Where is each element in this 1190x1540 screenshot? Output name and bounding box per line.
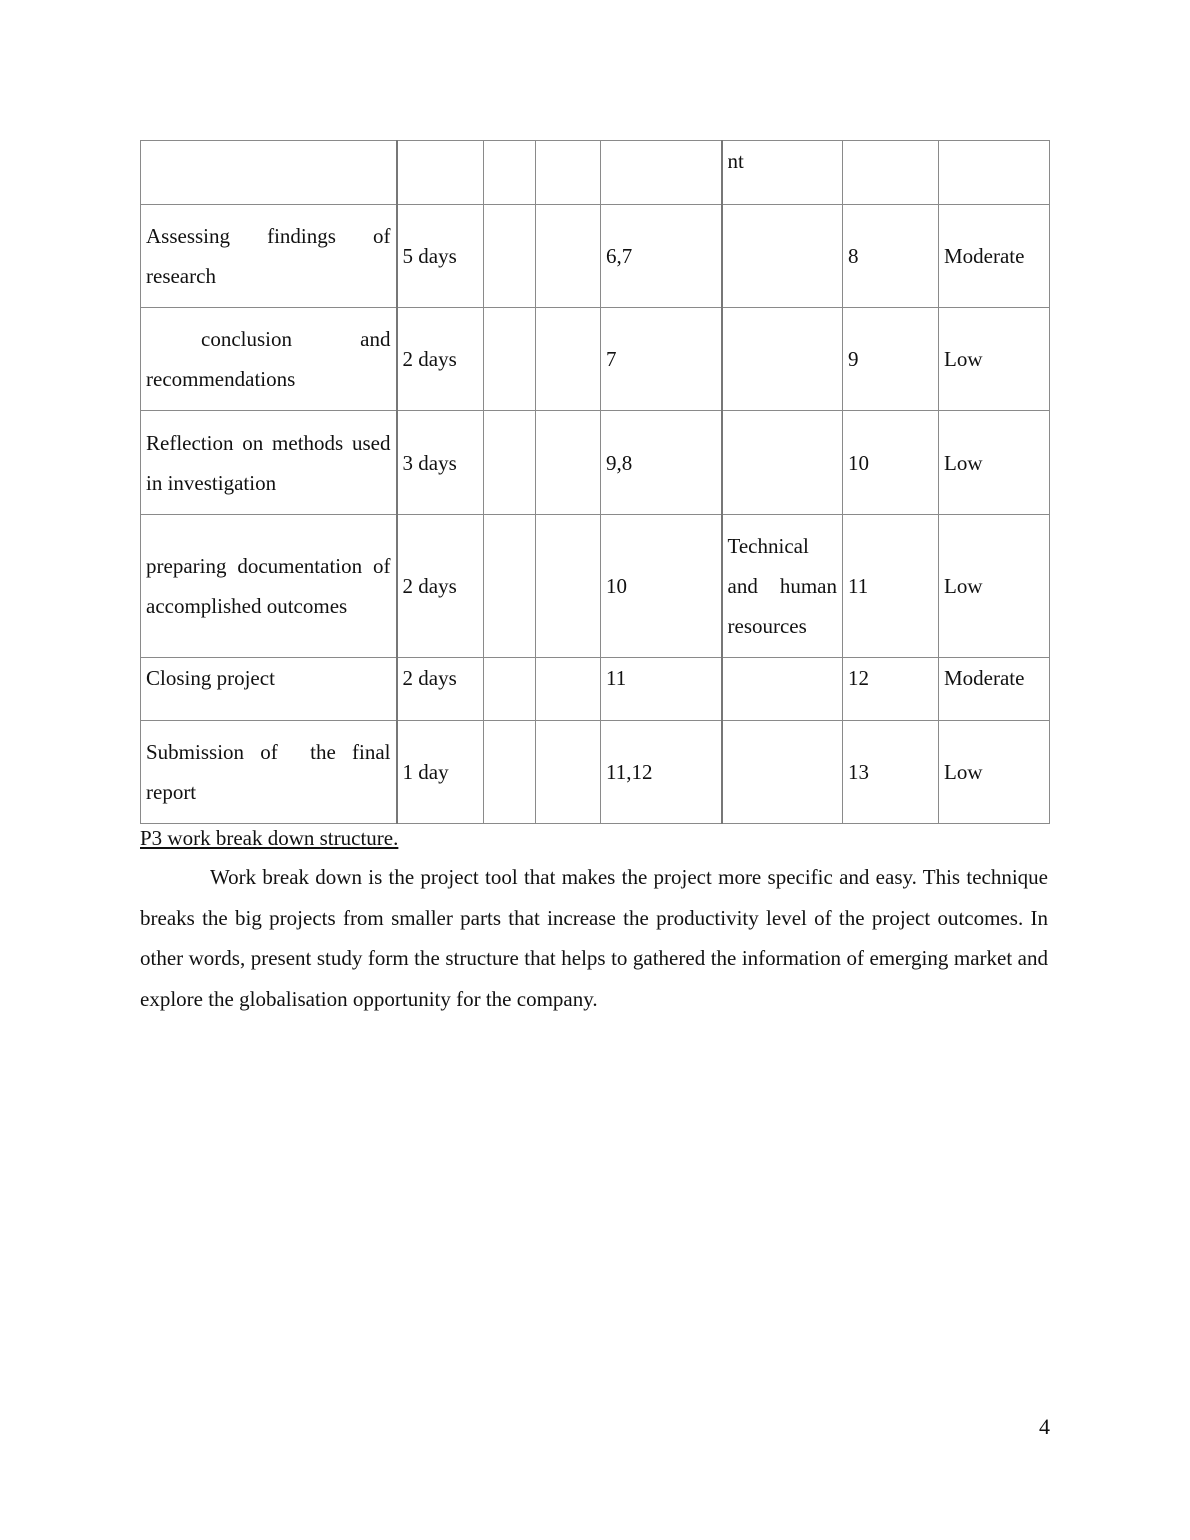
- empty-cell: [484, 658, 536, 721]
- risk-cell: Low: [939, 308, 1050, 411]
- empty-cell: [484, 141, 536, 205]
- risk-cell: Low: [939, 721, 1050, 824]
- empty-cell: [484, 721, 536, 824]
- predecessors-cell: 7: [601, 308, 722, 411]
- successor-cell: 13: [843, 721, 939, 824]
- activity-cell: Submission of the final report: [141, 721, 397, 824]
- successor-cell: 9: [843, 308, 939, 411]
- risk-cell: [939, 141, 1050, 205]
- predecessors-cell: 11: [601, 658, 722, 721]
- table-row: [141, 141, 1050, 205]
- predecessors-cell: 9,8: [601, 411, 722, 515]
- successor-cell: 8: [843, 205, 939, 308]
- risk-cell: Low: [939, 411, 1050, 515]
- table-row: [141, 411, 1050, 515]
- table-row: [141, 658, 1050, 721]
- duration-cell: [397, 141, 484, 205]
- resources-cell: nt: [722, 141, 843, 205]
- empty-cell: [536, 658, 601, 721]
- activity-schedule-table: [140, 140, 1050, 824]
- duration-cell: 5 days: [397, 205, 484, 308]
- successor-cell: 12: [843, 658, 939, 721]
- empty-cell: [536, 411, 601, 515]
- resources-cell: Technical and human resources: [722, 515, 843, 658]
- duration-cell: 2 days: [397, 515, 484, 658]
- empty-cell: [536, 308, 601, 411]
- table-row: [141, 205, 1050, 308]
- resources-cell: [722, 205, 843, 308]
- table-row: [141, 515, 1050, 658]
- duration-cell: 1 day: [397, 721, 484, 824]
- risk-cell: Moderate: [939, 658, 1050, 721]
- resources-cell: [722, 411, 843, 515]
- empty-cell: [536, 205, 601, 308]
- duration-cell: 2 days: [397, 658, 484, 721]
- table-row: [141, 308, 1050, 411]
- predecessors-cell: 11,12: [601, 721, 722, 824]
- table-row: [141, 721, 1050, 824]
- risk-cell: Low: [939, 515, 1050, 658]
- predecessors-cell: 10: [601, 515, 722, 658]
- empty-cell: [484, 515, 536, 658]
- body-paragraph: Work break down is the project tool that makes the project more specific and easy. This technique breaks the big projects from smaller parts that increase the productivity level of the project outcomes. In other words, present study form the structure that helps to gathered the information of emerging market and explore the globalisation opportunity for the company.: [140, 865, 1048, 1011]
- resources-cell: [722, 721, 843, 824]
- empty-cell: [536, 721, 601, 824]
- empty-cell: [484, 308, 536, 411]
- successor-cell: 11: [843, 515, 939, 658]
- empty-cell: [536, 515, 601, 658]
- successor-cell: 10: [843, 411, 939, 515]
- resources-cell: [722, 658, 843, 721]
- predecessors-cell: [601, 141, 722, 205]
- page-number: 4: [1039, 1414, 1050, 1439]
- empty-cell: [484, 411, 536, 515]
- activity-cell: Reflection on methods used in investigation: [141, 411, 397, 515]
- activity-cell: [141, 141, 397, 205]
- successor-cell: [843, 141, 939, 205]
- activity-cell: conclusion and recommendations: [141, 308, 397, 411]
- activity-cell: Closing project: [141, 658, 397, 721]
- empty-cell: [484, 205, 536, 308]
- section-heading: P3 work break down structure.: [140, 826, 399, 850]
- predecessors-cell: 6,7: [601, 205, 722, 308]
- empty-cell: [536, 141, 601, 205]
- activity-cell: Assessing findings of research: [141, 205, 397, 308]
- resources-cell: [722, 308, 843, 411]
- duration-cell: 3 days: [397, 411, 484, 515]
- risk-cell: Moderate: [939, 205, 1050, 308]
- duration-cell: 2 days: [397, 308, 484, 411]
- activity-cell: preparing documentation of accomplished outcomes: [141, 515, 397, 658]
